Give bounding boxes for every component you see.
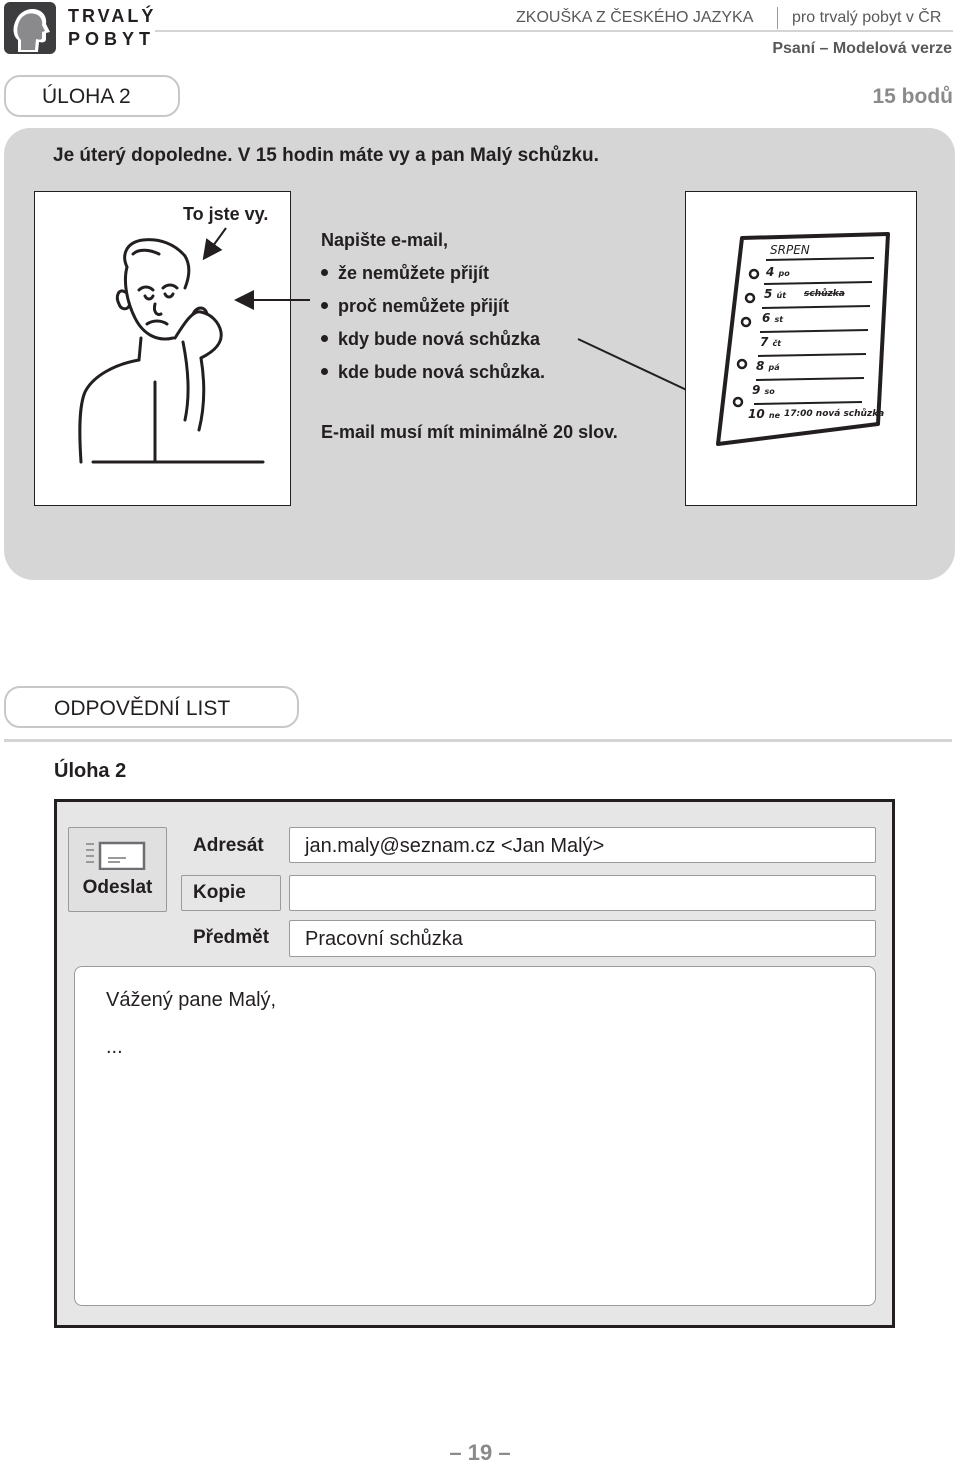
calendar-new-meeting: 17:00 nová schůzka — [784, 409, 885, 419]
page-number-dash-left: – — [449, 1440, 468, 1465]
svg-text:8 pá: 8 pá — [756, 359, 780, 373]
email-ellipsis: ... — [106, 1036, 123, 1058]
page-number-value: 19 — [467, 1440, 493, 1465]
task-points: 15 bodů — [872, 85, 953, 108]
envelope-icon — [86, 840, 148, 870]
subject-field-value: Pracovní schůzka — [305, 928, 463, 950]
to-label-text: Adresát — [193, 835, 264, 856]
section-subtitle: Psaní – Modelová verze — [772, 40, 952, 57]
task-intro: Je úterý dopoledne. V 15 hodin máte vy a pan Malý schůzku. — [53, 145, 599, 166]
calendar-old-meeting: schůzka — [804, 289, 845, 299]
you-are-label: To jste vy. — [183, 204, 269, 224]
to-field-value: jan.maly@seznam.cz <Jan Malý> — [305, 835, 605, 857]
svg-text:10 ne: 10 ne — [748, 407, 781, 421]
bullet-icon — [321, 302, 328, 309]
exam-title: ZKOUŠKA Z ČESKÉHO JAZYKA — [516, 9, 754, 26]
arrow-to-person — [205, 228, 226, 257]
answer-sheet-pill — [4, 686, 299, 728]
send-button[interactable] — [68, 827, 167, 912]
send-button-label: Odeslat — [82, 877, 153, 898]
task-label: ÚLOHA 2 — [42, 85, 131, 108]
instruction-bullet: kdy bude nová schůzka — [338, 329, 541, 349]
instruction-bullet: že nemůžete přijít — [338, 263, 490, 283]
subject-field[interactable] — [289, 920, 876, 957]
logo-text-line1: TRVALÝ — [68, 6, 157, 26]
svg-text:4 po: 4 po — [766, 265, 790, 279]
instruction-block — [321, 224, 545, 389]
instruction-bullet: proč nemůžete přijít — [338, 296, 510, 316]
instruction-bullet: kde bude nová schůzka. — [338, 362, 546, 382]
bullet-icon — [321, 269, 328, 276]
answer-task-label: Úloha 2 — [54, 760, 127, 782]
bullet-icon — [321, 335, 328, 342]
page-number — [0, 1440, 960, 1466]
calendar-month: SRPEN — [770, 243, 810, 257]
svg-text:5 út: 5 út — [764, 287, 787, 301]
email-body-field[interactable] — [74, 966, 876, 1306]
answer-sheet-title: ODPOVĚDNÍ LIST — [54, 697, 231, 720]
subject-label: Předmět — [193, 927, 270, 948]
email-greeting: Vážený pane Malý, — [106, 989, 277, 1011]
calendar-card — [685, 191, 917, 506]
answer-sheet-divider — [4, 739, 952, 742]
page-number-dash-right: – — [492, 1440, 511, 1465]
to-label — [181, 827, 281, 865]
calendar-illustration — [686, 192, 916, 505]
exam-scope: pro trvalý pobyt v ČR — [792, 9, 942, 26]
instruction-title: Napište e-mail, — [321, 230, 449, 250]
cc-button[interactable] — [181, 875, 281, 911]
logo-text-line2: POBYT — [68, 29, 156, 49]
min-words-note: E-mail musí mít minimálně 20 slov. — [321, 422, 618, 442]
to-field[interactable] — [289, 827, 876, 863]
svg-text:6 st: 6 st — [762, 311, 784, 325]
bullet-icon — [321, 368, 328, 375]
cc-label-text: Kopie — [193, 882, 246, 903]
cc-field[interactable] — [289, 875, 876, 911]
svg-text:9 so: 9 so — [752, 383, 775, 397]
svg-text:7 čt: 7 čt — [760, 335, 782, 349]
